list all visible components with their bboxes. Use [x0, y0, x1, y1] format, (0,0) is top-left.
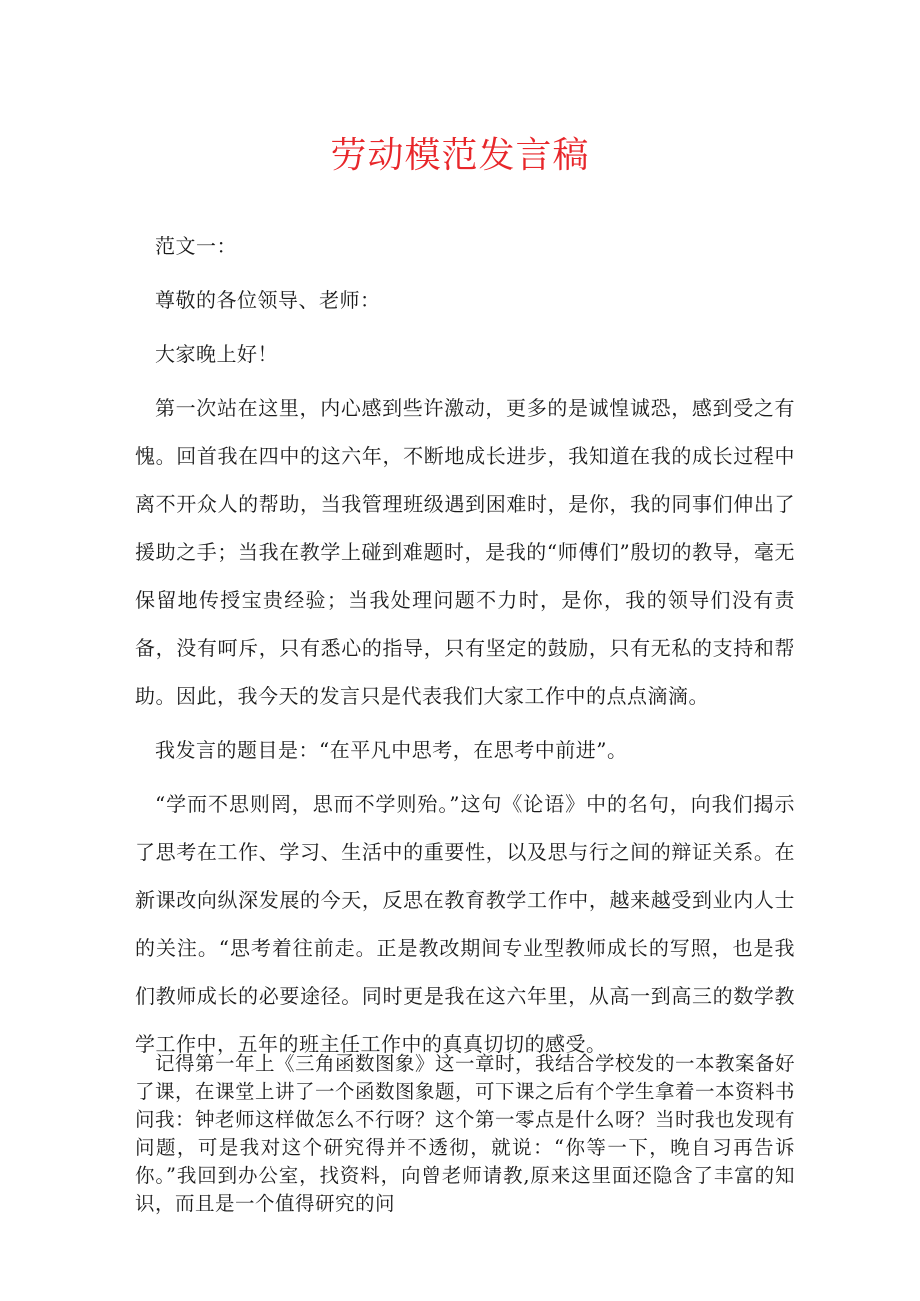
- paragraph-topic: 我发言的题目是：“在平凡中思考，在思考中前进”。: [155, 738, 628, 762]
- paragraph-salutation-label: 范文一：: [155, 234, 237, 258]
- paragraph-story: 记得第一年上《三角函数图象》这一章时，我结合学校发的一本教案备好了课，在课堂上讲了一个函数图象题，可下课之后有个学生拿着一本资料书问我：钟老师这样做怎么不行呀？这个第一零点是什么呀？当时我也发现有问题，可是我对这个研究得并不透彻，就说：“你等一下，晚自习再告诉你。”我回到办公室，找资料，向曾老师请教,原来这里面还隐含了丰富的知识，而且是一个值得研究的问: [135, 1052, 796, 1215]
- paragraph-quote: “学而不思则罔，思而不学则殆。”这句《论语》中的名句，向我们揭示了思考在工作、学习、生活中的重要性，以及思与行之间的辩证关系。在新课改向纵深发展的今天，反思在教育教学工作中，越来越受到业内人士的关注。“思考着往前走。正是教改期间专业型教师成长的写照，也是我们教师成长的必要途径。同时更是我在这六年里，从高一到高三的数学教学工作中，五年的班主任工作中的真真切切的感受。: [135, 792, 795, 1056]
- paragraph-greeting-audience: 尊敬的各位领导、老师：: [155, 288, 381, 312]
- paragraph-greeting: 大家晚上好！: [155, 342, 278, 366]
- document-body: [135, 222, 795, 1068]
- document-title: 劳动模范发言稿: [330, 135, 590, 176]
- paragraph-intro: 第一次站在这里，内心感到些许激动，更多的是诚惶诚恐，感到受之有愧。回首我在四中的这六年，不断地成长进步，我知道在我的成长过程中离不开众人的帮助，当我管理班级遇到困难时，是你，我的同事们伸出了援助之手；当我在教学上碰到难题时，是我的“师傅们”殷切的教导，毫无保留地传授宝贵经验；当我处理问题不力时，是你，我的领导们没有责备，没有呵斥，只有悉心的指导，只有坚定的鼓励，只有无私的支持和帮助。因此，我今天的发言只是代表我们大家工作中的点点滴滴。: [135, 396, 795, 708]
- document-body-continued: [135, 1050, 795, 1218]
